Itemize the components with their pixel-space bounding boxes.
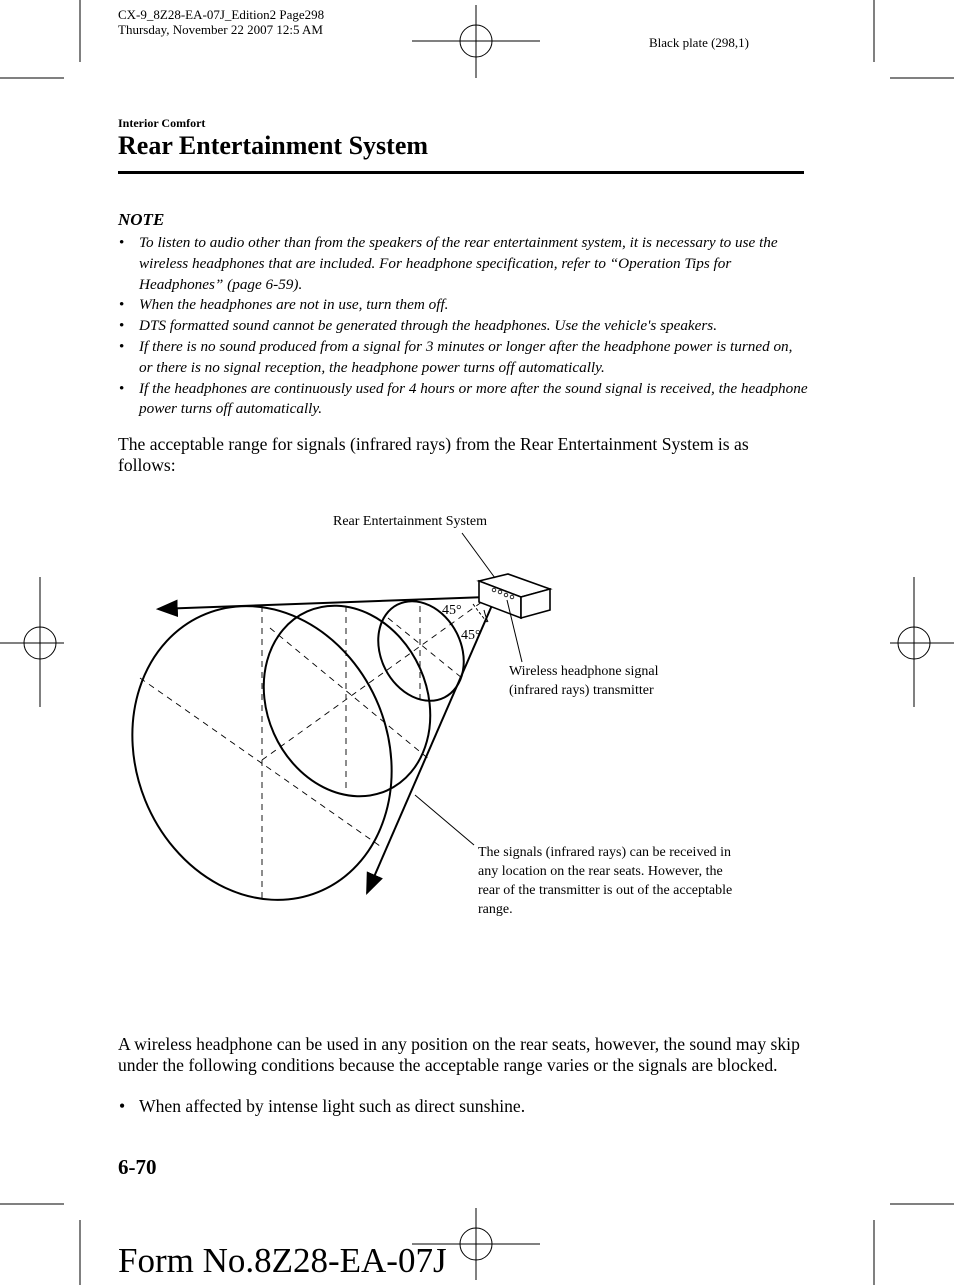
bottom-list-item (118, 1096, 808, 1117)
page-number: 6-70 (118, 1155, 157, 1179)
bullet-icon: • (119, 296, 125, 314)
label-range-line-2: any location on the rear seats. However, the (478, 864, 723, 879)
bullet-icon: • (119, 337, 125, 355)
bottom-paragraph: A wireless headphone can be used in any position on the rear seats, however, the sound may skip under the following conditions because the acceptable range varies or the signals are blocked. (118, 1034, 800, 1075)
note-item-text: To listen to audio other than from the speakers of the rear entertainment system, it is necessary to use the wireless headphones that are included. For headphone specification, refer to “Operation Tips for Headphones” (page 6-59). (139, 234, 778, 293)
bottom-list (118, 1096, 808, 1117)
label-transmitter-line-1: Wireless headphone signal (509, 664, 659, 679)
note-item-text: When the headphones are not in use, turn them off. (139, 296, 449, 314)
bullet-icon: • (119, 234, 125, 251)
note-item-text: If there is no sound produced from a signal for 3 minutes or longer after the headphone power is turned on, or there is no signal reception, the headphone power turns off automatically. (139, 337, 793, 376)
plate-info: Black plate (298,1) (649, 35, 749, 50)
note-title: NOTE (118, 210, 165, 229)
print-job-line-1: CX-9_8Z28-EA-07J_Edition2 Page298 (118, 7, 325, 22)
lower-range-arrow (367, 603, 493, 893)
section-label: Interior Comfort (118, 116, 206, 130)
angle-label-lower: 45° (461, 628, 481, 643)
form-number: Form No.8Z28-EA-07J (118, 1241, 447, 1280)
bullet-icon: • (119, 1096, 126, 1116)
label-range-line-1: The signals (infrared rays) can be received in (478, 845, 732, 860)
print-job-line-2: Thursday, November 22 2007 12:5 AM (118, 22, 323, 37)
bullet-icon: • (119, 317, 125, 335)
note-item-text: DTS formatted sound cannot be generated through the headphones. Use the vehicle's speakers. (139, 317, 718, 335)
label-range-line-3: rear of the transmitter is out of the acceptable (478, 883, 733, 898)
intro-paragraph: The acceptable range for signals (infrared rays) from the Rear Entertainment System is as follows: (118, 434, 749, 475)
bottom-list-item-text: When affected by intense light such as direct sunshine. (139, 1096, 526, 1116)
front-range-oval (362, 587, 480, 716)
label-transmitter-line-2: (infrared rays) transmitter (509, 683, 654, 698)
note-item-text: If the headphones are continuously used for 4 hours or more after the sound signal is received, the headphone power turns off automatically. (139, 379, 808, 418)
label-range-line-4: range. (478, 902, 513, 917)
page-title: Rear Entertainment System (118, 131, 429, 160)
bullet-icon: • (119, 379, 125, 397)
angle-label-upper: 45° (442, 603, 462, 618)
label-rear-entertainment-system: Rear Entertainment System (333, 514, 487, 529)
